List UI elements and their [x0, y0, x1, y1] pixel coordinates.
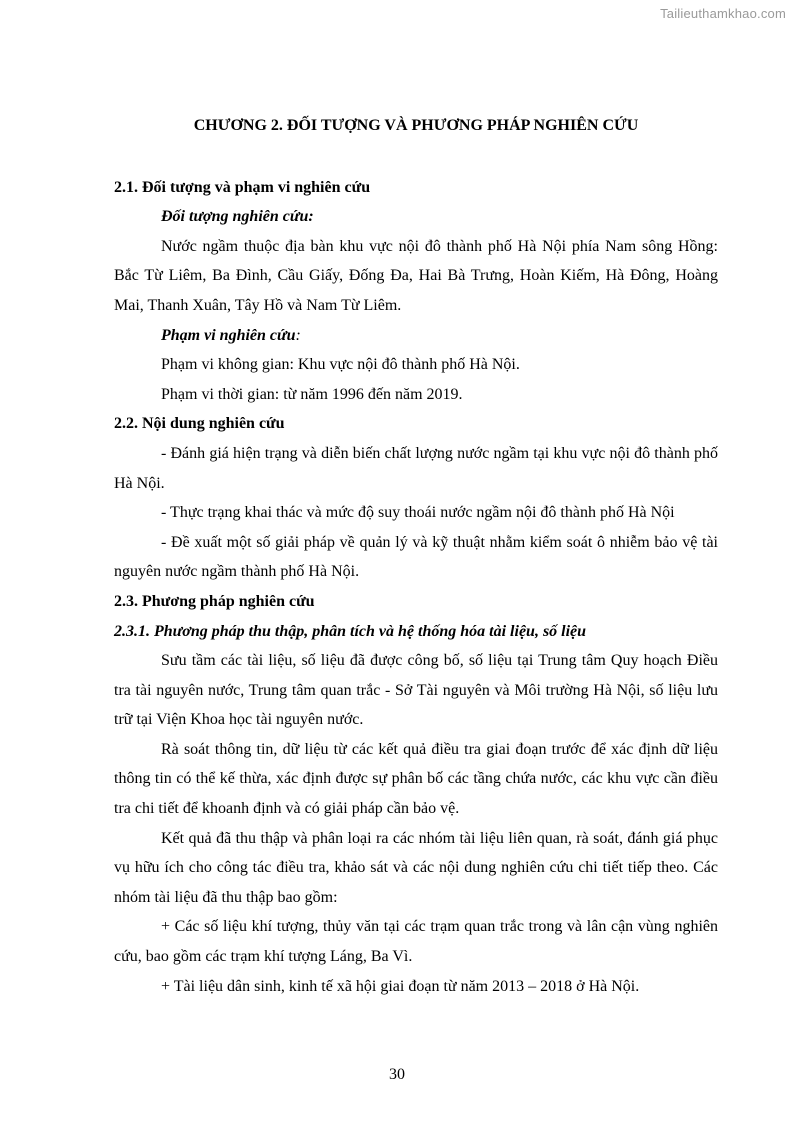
watermark: Tailieuthamkhao.com	[660, 6, 786, 21]
page-number: 30	[389, 1066, 405, 1083]
chapter-title: CHƯƠNG 2. ĐỐI TƯỢNG VÀ PHƯƠNG PHÁP NGHIÊN CỨU	[193, 117, 639, 134]
subsection-heading-2-3-1: 2.3.1. Phương pháp thu thập, phân tích và hệ thống hóa tài liệu, số liệu	[114, 622, 587, 640]
method-paragraph: + Các số liệu khí tượng, thủy văn tại các trạm quan trắc trong và lân cận vùng nghiên cứu, bao gồm các trạm khí tượng Láng, Ba Vì.	[114, 918, 718, 966]
content-item: - Đánh giá hiện trạng và diễn biến chất lượng nước ngầm tại khu vực nội đô thành phố Hà Nội.	[114, 444, 718, 492]
section-heading-2-3: 2.3. Phương pháp nghiên cứu	[114, 592, 315, 610]
method-paragraph: Rà soát thông tin, dữ liệu từ các kết quả điều tra giai đoạn trước để xác định dữ liệu thông tin có thể kế thừa, xác định được sự phân bố các tầng chứa nước, các khu vực cần điều tra chi tiết để khoanh định và có giải pháp cần bảo vệ.	[114, 740, 718, 818]
content-item: - Thực trạng khai thác và mức độ suy thoái nước ngầm nội đô thành phố Hà Nội	[161, 504, 675, 522]
method-paragraph: Kết quả đã thu thập và phân loại ra các nhóm tài liệu liên quan, rà soát, đánh giá phục vụ hữu ích cho công tác điều tra, khảo sát và các nội dung nghiên cứu chi tiết tiếp theo. Các nhóm tài liệu đã thu thập bao gồm:	[114, 829, 718, 906]
method-paragraph: Sưu tầm các tài liệu, số liệu đã được công bố, số liệu tại Trung tâm Quy hoạch Điều tra tài nguyên nước, Trung tâm quan trắc - Sở Tài nguyên và Môi trường Hà Nội, số liệu lưu trữ tại Viện Khoa học tài nguyên nước.	[114, 652, 718, 729]
section-heading-2-2: 2.2. Nội dung nghiên cứu	[114, 415, 285, 433]
section-heading-2-1: 2.1. Đối tượng và phạm vi nghiên cứu	[114, 178, 371, 196]
method-paragraph: + Tài liệu dân sinh, kinh tế xã hội giai đoạn từ năm 2013 – 2018 ở Hà Nội.	[161, 977, 640, 995]
scope-time-paragraph: Phạm vi thời gian: từ năm 1996 đến năm 2019.	[161, 385, 463, 403]
spacer	[114, 141, 718, 173]
scope-label-colon: :	[295, 326, 301, 344]
scope-space-paragraph: Phạm vi không gian: Khu vực nội đô thành phố Hà Nội.	[161, 356, 520, 374]
content-item: - Đề xuất một số giải pháp về quản lý và kỹ thuật nhằm kiểm soát ô nhiễm bảo vệ tài nguyên nước ngầm thành phố Hà Nội.	[114, 533, 718, 581]
object-label: Đối tượng nghiên cứu:	[161, 208, 314, 226]
scope-label-text: Phạm vi nghiên cứu	[161, 326, 296, 344]
object-paragraph: Nước ngầm thuộc địa bàn khu vực nội đô thành phố Hà Nội phía Nam sông Hồng: Bắc Từ Liêm, Ba Đình, Cầu Giấy, Đống Đa, Hai Bà Trưng, Hoàn Kiếm, Hà Đông, Hoàng Mai, Thanh Xuân, Tây Hồ và Nam Từ Liêm.	[114, 237, 718, 314]
page-content	[114, 111, 718, 1001]
scope-label	[114, 321, 718, 351]
